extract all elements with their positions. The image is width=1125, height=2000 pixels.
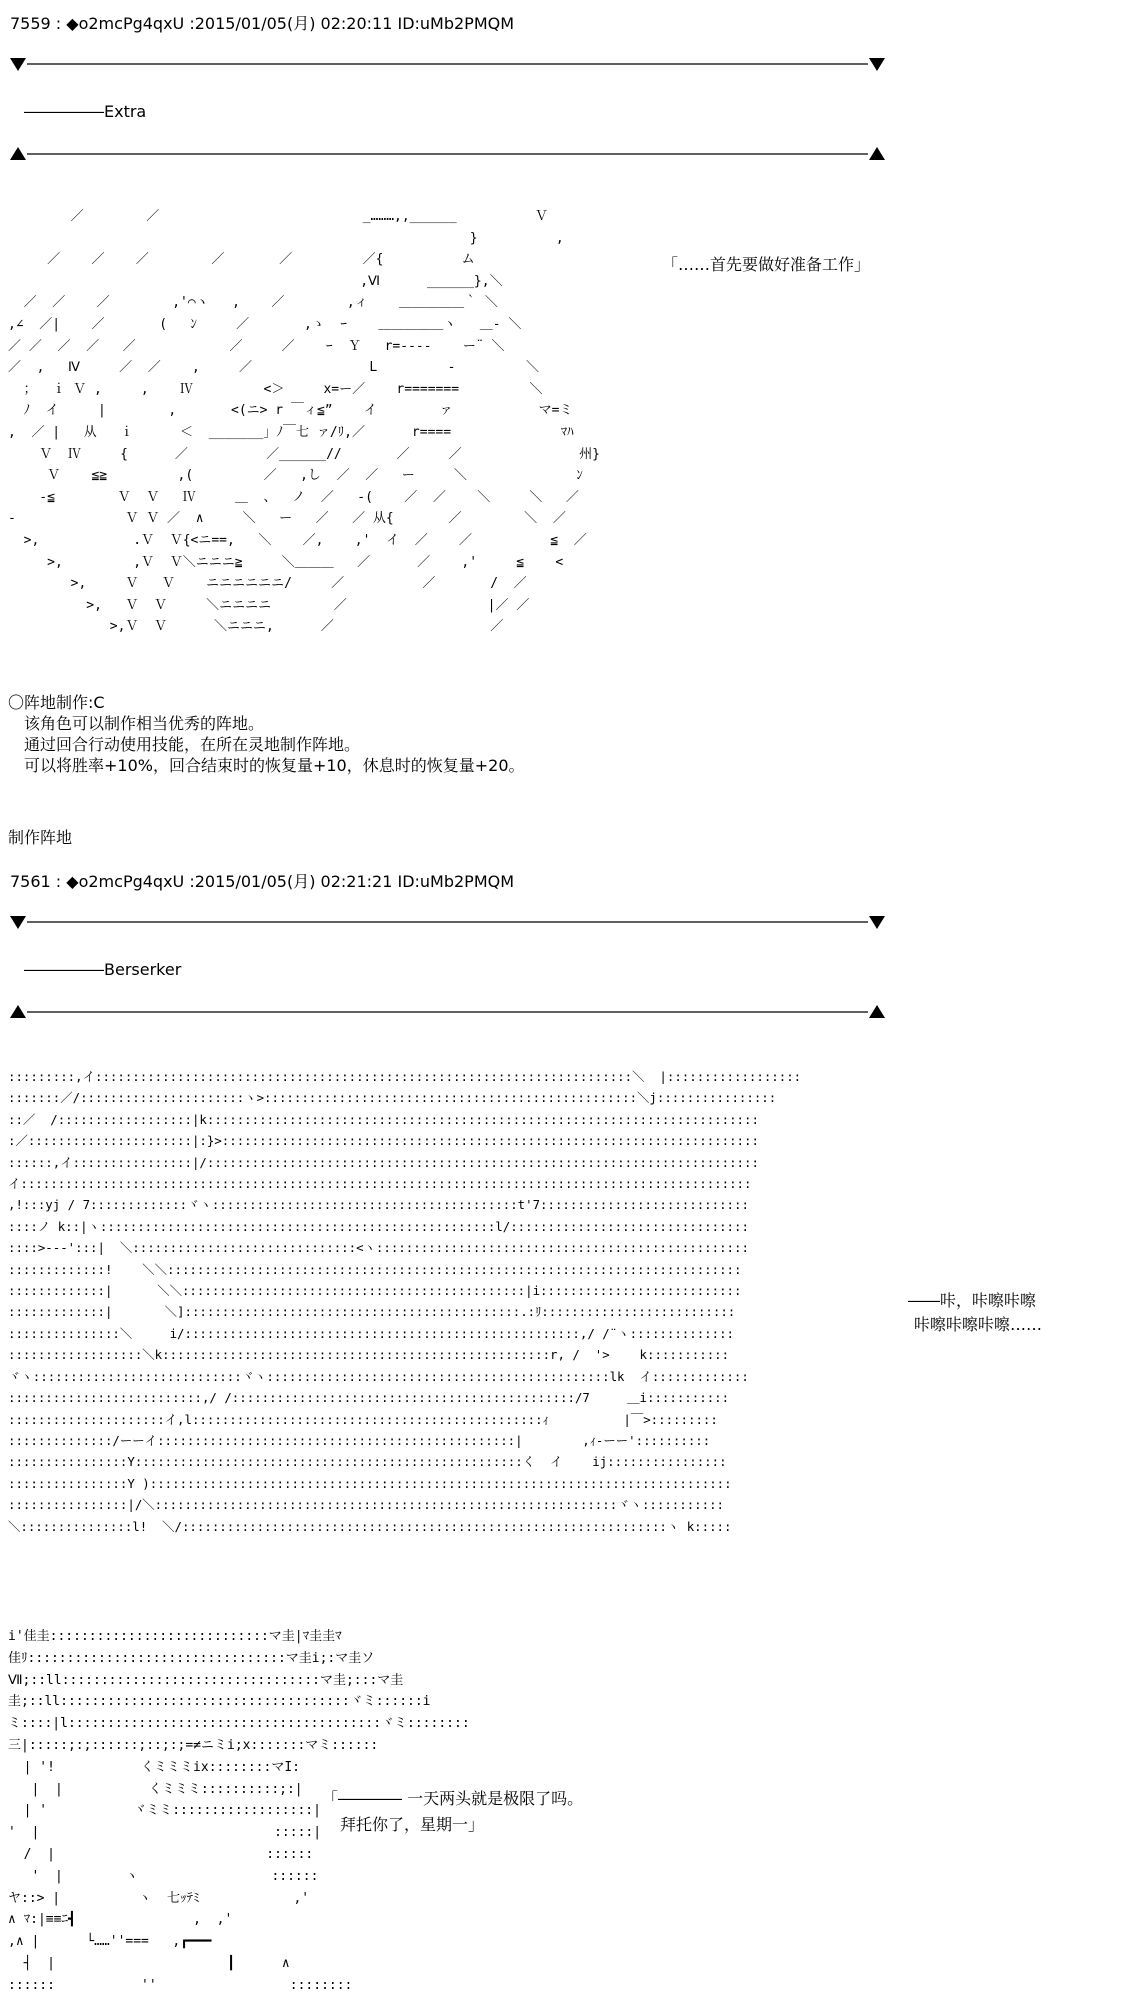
post-header-7559: 7559 : ◆o2mcPg4qxU :2015/01/05(月) 02:20:11 ID:uMb2PMQM: [10, 14, 515, 33]
section-label-berserker: ―――――Berserker: [24, 960, 182, 979]
skill-line-3: 可以将胜率+10%，回合结束时的恢复量+10，休息时的恢复量+20。: [24, 756, 525, 775]
speech-berserker-1: ――咔，咔嚓咔嚓: [908, 1291, 1037, 1310]
ascii-art-extra: ／ ／ _………,,______ Ｖ } , ／ ／ ／ ／ ／ ／{ ム ,Ⅵ ______},＼ ／ ／ ／ ,'⌒ヽ , ／ ,ィ ＿＿＿＿＿｀ ＼ ,∠ ／| ／ ( ﾝ ／ ,ゝ ｰ ＿＿＿＿＿ヽ ＿- ＼ ／ ／ ／ ／ ／ ／ ／ ｰ Ｙ r=---- ー¨ ＼ ／ , Ⅳ ／ ／ , ／ L - ＼ ； ｉ Ｖ , , Ⅳ <＞ x=ー／ r======= ＼ ﾉ イ | , <(ニ> r ￣ィ≦” イ ァ マ=ミ , ／ | 从 ｉ ＜ _______」ﾉ￣七 ァ/ﾘ,／ r==== ﾏﾊ Ｖ Ⅳ { ／ ／______// ／ ／ 州} Ｖ ≦≧ ,( ／ ,し ／ ／ ー ＼ ﾝ -≦ Ｖ Ｖ Ⅳ ＿ 、 ノ ／ -( ／ ／ ＼ ＼ ／ - Ｖ Ｖ ／ ∧ ＼ ー ／ ／ 从{ ／ ＼ ／ >, .Ｖ Ｖ{<ニ==, ＼ ／, ,' イ ／ ／ ≦ ／ >, ,Ｖ Ｖ＼ニニニ≧ ＼＿＿＿ ／ ／ ,' ≦ < >, Ｖ Ｖ ニニニニニニ/ ／ ／ / ／ >, Ｖ Ｖ ＼ニニニニ ／ |／ ／ >,Ｖ Ｖ ＼ニニニ, ／ ／: [8, 209, 600, 635]
divider-bottom: [10, 146, 885, 162]
speech-character-1: 「―――― 一天两头就是极限了吗。: [322, 1789, 584, 1808]
post-header-7561: 7561 : ◆o2mcPg4qxU :2015/01/05(月) 02:21:21 ID:uMb2PMQM: [10, 872, 515, 891]
divider-top-2: [10, 914, 885, 930]
ascii-art-character: i'佳圭::::::::::::::::::::::::::::マ圭|ﾏ圭圭ﾏ 佳ﾘ:::::::::::::::::::::::::::::::::マ圭i;:マ圭ソ Ⅶ;::ll:::::::::::::::::::::::::::::::::マ圭;:::マ圭 圭;::ll:::::::::::::::::::::::::::::::::::::ヾミ::::::i ミ::::|l::::::::::::::::::::::::::::::::::::::::ヾミ:::::::: 三|:::::;:;::::::;::;:;=≠ニミi;x:::::::マミ:::::: | '! くミミミix::::::::マI: | | くミミミ::::::::::;:| | ' ヾミミ::::::::::::::::::| ' | :::::| / | :::::: ' | ヽ :::::: ヤ::> | ヽ 七ｯﾃﾐ ,' ∧ ﾏ:|≡≡ﾆ┫ , ,' ,∧ | └……''=== ,┏━━━ ┤ | ┃ ∧ :::::: '' ::::::::: [8, 1629, 470, 1993]
speech-character-2: 拜托你了，星期一」: [340, 1815, 485, 1834]
section-label-extra: ―――――Extra: [24, 102, 147, 121]
speech-extra: 「……首先要做好准备工作」: [662, 255, 871, 274]
post-footer-action: 制作阵地: [8, 828, 73, 847]
divider-top: [10, 56, 885, 72]
skill-line-1: 该角色可以制作相当优秀的阵地。: [24, 714, 265, 733]
ascii-art-berserker: :::::::::,イ::::::::::::::::::::::::::::::::::::::::::::::::::::::::::::::::::::::::＼ |:::::::::::::::::: :::::::／/::::::::::::::::::::::ヽ>::::::::::::::::::::::::::::::::::::::::::::::::::＼j:::::::::::::::: ::／ /::::::::::::::::::|k:::::::::::::::::::::::::::::::::::::::::::::::::::::::::::::::::::::::::: :／::::::::::::::::::::::|:}>:::::::::::::::::::::::::::::::::::::::::::::::::::::::::::::::::::::::: ::::::,イ::::::::::::::::|/:::::::::::::::::::::::::::::::::::::::::::::::::::::::::::::::::::::::::: イ:::::::::::::::::::::::::::::::::::::::::::::::::::::::::::::::::::::::::::::::::::::::::::::::::: ,!:::yj / 7:::::::::::::ヾヽ:::::::::::::::::::::::::::::::::::::::::t'7:::::::::::::::::::::::::::: ::::ノ k::|ヽ:::::::::::::::::::::::::::::::::::::::::::::::::::::l/:::::::::::::::::::::::::::::::: ::::>---':::| ＼::::::::::::::::::::::::::::::<ヽ:::::::::::::::::::::::::::::::::::::::::::::::::: :::::::::::::! ＼＼::::::::::::::::::::::::::::::::::::::::::::::::::::::::::::::::::::::::::::: :::::::::::::| ＼＼::::::::::::::::::::::::::::::::::::::::::::::|i::::::::::::::::::::::::::: :::::::::::::| ＼]:::::::::::::::::::::::::::::::::::::::::::::.:ﾘ:::::::::::::::::::::::::: :::::::::::::::＼ i/:::::::::::::::::::::::::::::::::::::::::::::::::::::,/ /¨ヽ:::::::::::::: ::::::::::::::::::＼k::::::::::::::::::::::::::::::::::::::::::::::::::::r, / '> k::::::::::: ヾヽ::::::::::::::::::::::::::::ヾヽ::::::::::::::::::::::::::::::::::::::::::::::lk イ::::::::::::: ::::::::::::::::::::::::::,/ /::::::::::::::::::::::::::::::::::::::::::::::/7 ＿i::::::::::: :::::::::::::::::::::イ,l:::::::::::::::::::::::::::::::::::::::::::::::ｨ |￣>::::::::: ::::::::::::::/ーーイ::::::::::::::::::::::::::::::::::::::::::::::::| ,ｨ-ーー':::::::::: ::::::::::::::::Y::::::::::::::::::::::::::::::::::::::::::::::::::::く イ ij:::::::::::::::: ::::::::::::::::Y ):::::::::::::::::::::::::::::::::::::::::::::::::::::::::::::::::::::::::::::: ::::::::::::::::|/＼::::::::::::::::::::::::::::::::::::::::::::::::::::::::::::::ヾヽ::::::::::: ＼:::::::::::::::l! ＼/:::::::::::::::::::::::::::::::::::::::::::::::::::::::::::::::::ヽ k:::::: [8, 1069, 802, 1534]
skill-title: 〇阵地制作:C: [8, 693, 105, 712]
skill-block: [8, 692, 525, 776]
speech-berserker-2: 咔嚓咔嚓咔嚓……: [914, 1315, 1043, 1334]
divider-bottom-2: [10, 1004, 885, 1020]
skill-line-2: 通过回合行动使用技能，在所在灵地制作阵地。: [24, 735, 361, 754]
